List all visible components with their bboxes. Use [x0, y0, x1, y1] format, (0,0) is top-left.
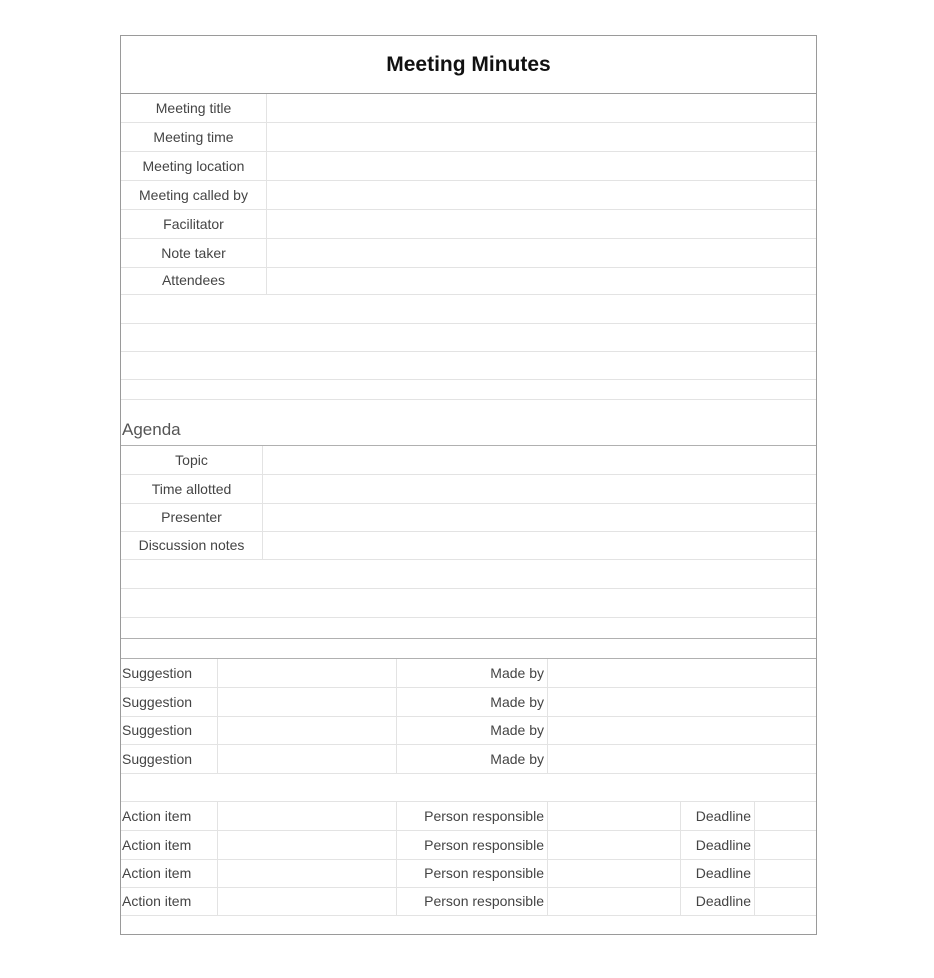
person-responsible-field[interactable] [548, 802, 680, 830]
suggestion-label: Suggestion [122, 722, 193, 738]
meeting-location-field[interactable] [267, 152, 816, 180]
suggestion-row [121, 745, 816, 774]
suggestion-field[interactable] [218, 688, 396, 716]
meeting-title-field[interactable] [267, 94, 816, 122]
person-responsible-label: Person responsible [424, 808, 544, 824]
meeting-called-by-field[interactable] [267, 181, 816, 209]
presenter-label: Presenter [161, 509, 222, 525]
action-item-field[interactable] [218, 859, 396, 887]
section-divider [121, 638, 816, 639]
deadline-field[interactable] [755, 887, 816, 915]
action-item-row [121, 802, 816, 831]
made-by-field[interactable] [548, 659, 816, 687]
meeting-time-field[interactable] [267, 123, 816, 151]
form-title: Meeting Minutes [121, 36, 816, 94]
agenda-topic-row [121, 446, 816, 475]
suggestion-label: Suggestion [122, 751, 193, 767]
agenda-discussion-row [121, 531, 816, 560]
person-responsible-label: Person responsible [424, 865, 544, 881]
deadline-label: Deadline [695, 808, 751, 824]
made-by-label: Made by [490, 751, 544, 767]
deadline-field[interactable] [755, 859, 816, 887]
action-item-label: Action item [122, 865, 192, 881]
meeting-called-by-label: Meeting called by [139, 187, 248, 203]
suggestion-field[interactable] [218, 745, 396, 773]
action-item-field[interactable] [218, 887, 396, 915]
meeting-title-label: Meeting title [155, 100, 232, 116]
presenter-field[interactable] [263, 503, 816, 531]
person-responsible-field[interactable] [548, 831, 680, 859]
blank-line [121, 588, 816, 589]
meeting-title-row [121, 94, 816, 123]
person-responsible-field[interactable] [548, 859, 680, 887]
agenda-presenter-row [121, 503, 816, 532]
note-taker-field[interactable] [267, 239, 816, 267]
person-responsible-label: Person responsible [424, 893, 544, 909]
suggestion-field[interactable] [218, 716, 396, 744]
action-item-row [121, 859, 816, 888]
facilitator-label: Facilitator [163, 216, 224, 232]
blank-line [121, 323, 816, 324]
person-responsible-field[interactable] [548, 887, 680, 915]
blank-line [121, 379, 816, 380]
blank-line [121, 399, 816, 400]
facilitator-field[interactable] [267, 210, 816, 238]
deadline-label: Deadline [695, 837, 751, 853]
time-allotted-label: Time allotted [151, 481, 232, 497]
suggestion-label: Suggestion [122, 694, 193, 710]
made-by-field[interactable] [548, 688, 816, 716]
made-by-label: Made by [490, 722, 544, 738]
blank-line [121, 351, 816, 352]
made-by-field[interactable] [548, 716, 816, 744]
meeting-minutes-form [120, 35, 817, 935]
attendees-row [121, 266, 816, 295]
note-taker-row [121, 239, 816, 268]
action-item-field[interactable] [218, 831, 396, 859]
deadline-label: Deadline [695, 893, 751, 909]
meeting-time-row [121, 123, 816, 152]
blank-line [121, 617, 816, 618]
action-item-label: Action item [122, 837, 192, 853]
time-allotted-field[interactable] [263, 475, 816, 503]
meeting-called-by-row [121, 181, 816, 210]
suggestion-field[interactable] [218, 659, 396, 687]
topic-label: Topic [175, 452, 208, 468]
action-item-field[interactable] [218, 802, 396, 830]
meeting-location-row [121, 152, 816, 181]
attendees-field[interactable] [267, 266, 816, 294]
made-by-field[interactable] [548, 745, 816, 773]
action-item-label: Action item [122, 808, 192, 824]
meeting-location-label: Meeting location [142, 158, 245, 174]
suggestion-row [121, 716, 816, 745]
made-by-label: Made by [490, 694, 544, 710]
action-item-row [121, 831, 816, 860]
suggestion-row [121, 688, 816, 717]
discussion-notes-field[interactable] [263, 531, 816, 559]
discussion-notes-label: Discussion notes [138, 537, 245, 553]
made-by-label: Made by [490, 665, 544, 681]
person-responsible-label: Person responsible [424, 837, 544, 853]
deadline-field[interactable] [755, 802, 816, 830]
deadline-field[interactable] [755, 831, 816, 859]
facilitator-row [121, 210, 816, 239]
meeting-time-label: Meeting time [153, 129, 234, 145]
action-item-row [121, 887, 816, 916]
agenda-time-row [121, 475, 816, 504]
topic-field[interactable] [263, 446, 816, 474]
suggestion-label: Suggestion [122, 665, 193, 681]
deadline-label: Deadline [695, 865, 751, 881]
attendees-label: Attendees [161, 272, 226, 288]
action-item-label: Action item [122, 893, 192, 909]
agenda-heading: Agenda [122, 420, 181, 439]
suggestion-row [121, 659, 816, 688]
note-taker-label: Note taker [161, 245, 226, 261]
